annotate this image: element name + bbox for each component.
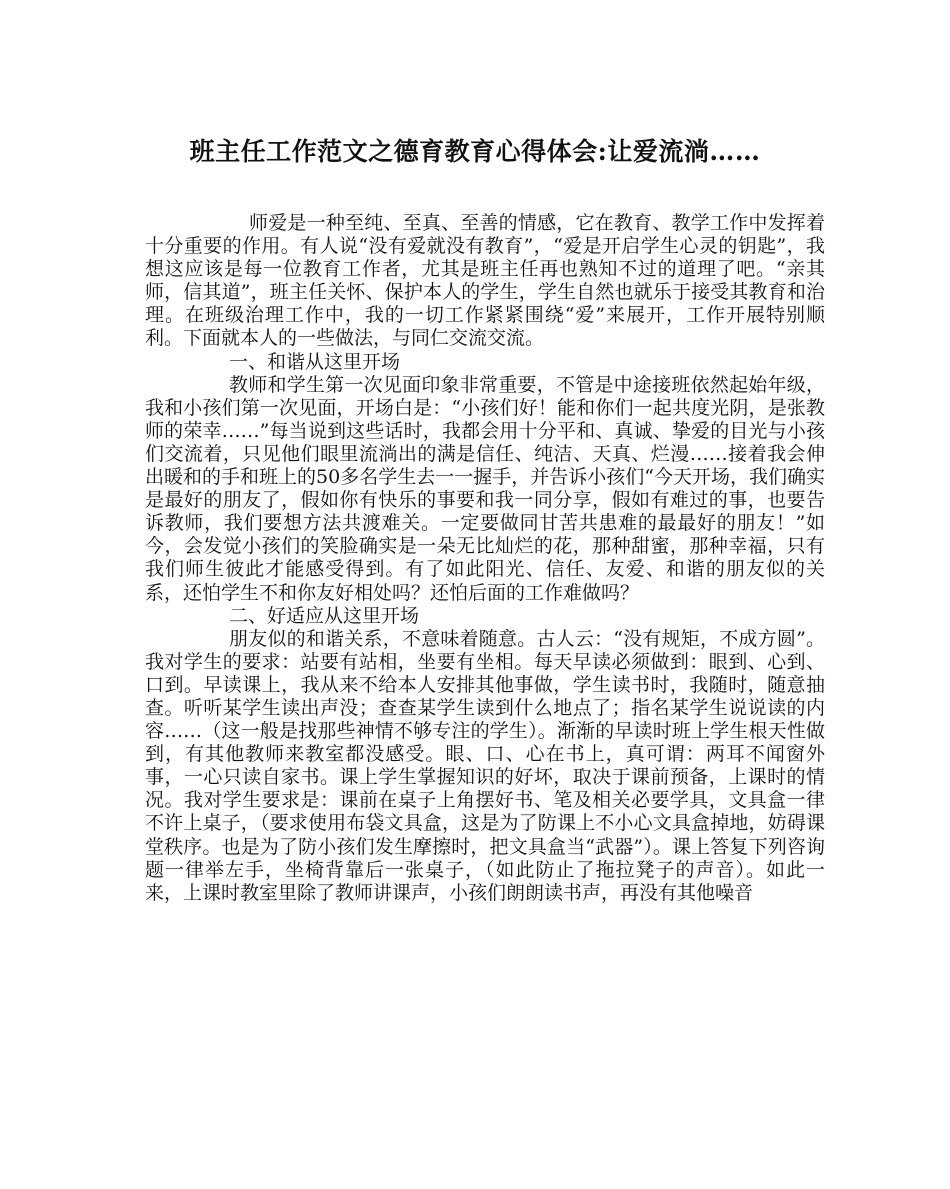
- document-body: [145, 212, 825, 905]
- document-title: 班主任工作范文之德育教育心得体会:让爱流淌……: [189, 137, 761, 166]
- section-heading-2: 二、好适应从这里开场: [229, 604, 420, 627]
- paragraph-section-2: 朋友似的和谐关系，不意味着随意。古人云：“没有规矩，不成方圆”。我对学生的要求：站要有站相，坐要有坐相。每天早读必须做到：眼到、心到、口到。早读课上，我从来不给本人安排其他事做，学生读书时，我随时，随意抽查。听听某学生读出声没；查查某学生读到什么地点了；指名某学生说说读的内容……（这一般是找那些神情不够专注的学生）。渐渐的早读时班上学生根天性做到，有其他教师来教室都没感受。眼、口、心在书上，真可谓：两耳不闻窗外事，一心只读自家书。课上学生掌握知识的好坏，取决于课前预备，上课时的情况。我对学生要求是：课前在桌子上角摆好书、笔及相关必要学具，文具盒一律不许上桌子，（要求使用布袋文具盒，这是为了防课上不小心文具盒掉地，妨碍课堂秩序。也是为了防小孩们发生摩擦时，把文具盒当“武器”）。课上答复下列咨询题一律举左手，坐椅背靠后一张桌子，（如此防止了拖拉凳子的声音）。如此一来，上课时教室里除了教师讲课声，小孩们朗朗读书声，再没有其他噪音: [145, 627, 825, 904]
- paragraph-intro: 师爱是一种至纯、至真、至善的情感，它在教育、教学工作中发挥着十分重要的作用。有人说“没有爱就没有教育”，“爱是开启学生心灵的钥匙”，我想这应该是每一位教育工作者，尤其是班主任再也熟知不过的道理了吧。“亲其师，信其道”，班主任关怀、保护本人的学生，学生自然也就乐于接受其教育和治理。在班级治理工作中，我的一切工作紧紧围绕“爱”来展开，工作开展特别顺利。下面就本人的一些做法，与同仁交流交流。: [145, 212, 825, 350]
- section-heading-1: 一、和谐从这里开场: [229, 350, 401, 373]
- paragraph-section-1: 教师和学生第一次见面印象非常重要，不管是中途接班依然起始年级，我和小孩们第一次见面，开场白是：“小孩们好！能和你们一起共度光阴，是张教师的荣幸……”每当说到这些话时，我都会用十分平和、真诚、挚爱的目光与小孩们交流着，只见他们眼里流淌出的满是信任、纯洁、天真、烂漫……接着我会伸出暖和的手和班上的50多名学生去一一握手，并告诉小孩们“今天开场，我们确实是最好的朋友了，假如你有快乐的事要和我一同分享，假如有难过的事，也要告诉教师，我们要想方法共渡难关。一定要做同甘苦共患难的最最好的朋友！”如今，会发觉小孩们的笑脸确实是一朵无比灿烂的花，那种甜蜜，那种幸福，只有我们师生彼此才能感受得到。有了如此阳光、信任、友爱、和谐的朋友似的关系，还怕学生不和你友好相处吗？还怕后面的工作难做吗？: [145, 373, 825, 604]
